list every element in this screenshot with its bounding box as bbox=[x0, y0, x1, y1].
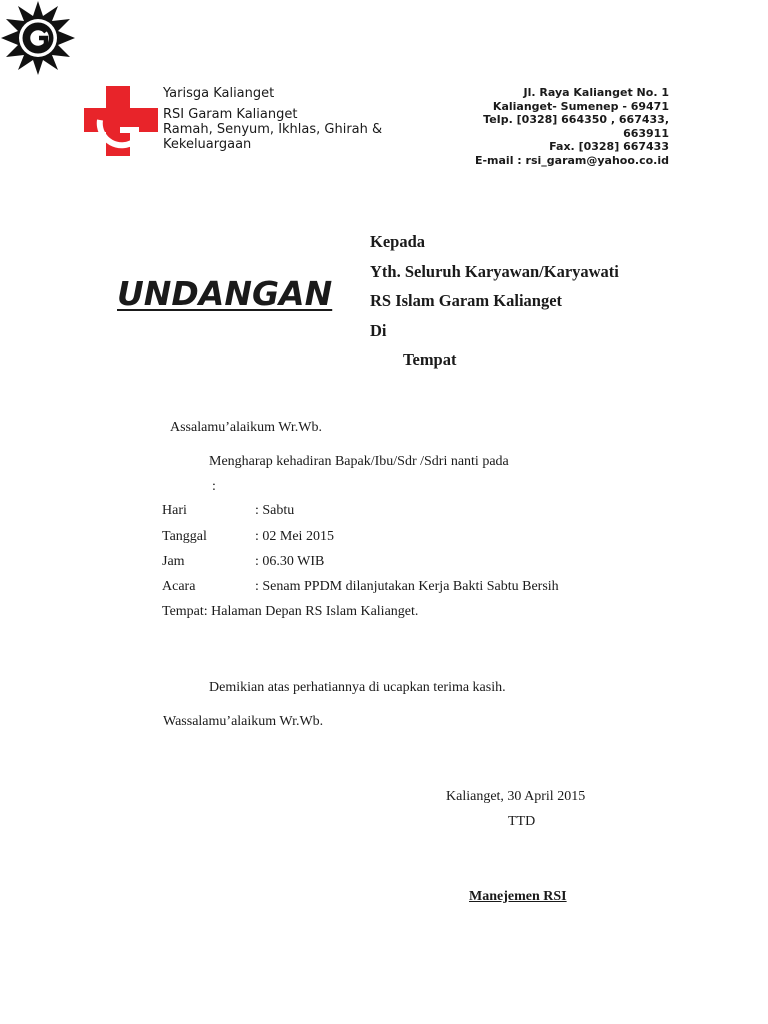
closing-text: Demikian atas perhatiannya di ucapkan terima kasih. bbox=[209, 680, 506, 695]
recipient-line: RS Islam Garam Kalianget bbox=[370, 291, 563, 310]
recipient-line: Yth. Seluruh Karyawan/Karyawati bbox=[370, 261, 619, 281]
signatory-name: Manejemen RSI bbox=[469, 889, 567, 904]
detail-value-date: : 02 Mei 2015 bbox=[255, 529, 334, 544]
recipient-line: Tempat bbox=[403, 350, 457, 369]
detail-label-time: Jam bbox=[162, 554, 185, 569]
greeting: Assalamu’alaikum Wr.Wb. bbox=[170, 420, 322, 435]
hospital-cross-logo-icon bbox=[84, 86, 158, 156]
detail-label-date: Tanggal bbox=[162, 529, 207, 544]
detail-value-time: : 06.30 WIB bbox=[255, 554, 325, 569]
place-and-date: Kalianget, 30 April 2015 bbox=[446, 789, 586, 804]
document-title: UNDANGAN bbox=[117, 274, 333, 313]
detail-value-event: : Senam PPDM dilanjutakan Kerja Bakti Sabtu Bersih bbox=[255, 579, 559, 594]
organization-block bbox=[163, 86, 382, 152]
org-motto-line: Kekeluargaan bbox=[163, 137, 252, 152]
intro-text: Mengharap kehadiran Bapak/Ibu/Sdr /Sdri nanti pada bbox=[209, 454, 509, 469]
email-line: E-mail : rsi_garam@yahoo.co.id bbox=[474, 153, 669, 167]
fax-line: Fax. [0328] 667433 bbox=[549, 140, 669, 153]
phone-line: 663911 bbox=[623, 126, 669, 140]
org-name-line: Yarisga Kalianget bbox=[163, 86, 275, 101]
address-line: Jl. Raya Kalianget No. 1 bbox=[523, 86, 669, 99]
intro-colon: : bbox=[212, 479, 216, 494]
address-line: Kalianget- Sumenep - 69471 bbox=[492, 99, 669, 113]
detail-label-event: Acara bbox=[162, 579, 196, 594]
farewell: Wassalamu’alaikum Wr.Wb. bbox=[163, 714, 324, 729]
muhammadiyah-seal-icon bbox=[0, 0, 76, 76]
address-block bbox=[440, 86, 669, 167]
signature-mark: TTD bbox=[508, 814, 536, 829]
detail-label-day: Hari bbox=[162, 503, 187, 518]
recipient-line: Kepada bbox=[370, 232, 426, 251]
phone-line: TeIp. [0328] 664350 , 667433, bbox=[483, 113, 669, 126]
event-place: Tempat: Halaman Depan RS Islam Kalianget. bbox=[162, 604, 419, 619]
recipient-line: Di bbox=[370, 320, 387, 340]
org-motto-line: Ramah, Senyum, Ikhlas, Ghirah & bbox=[163, 122, 383, 137]
detail-value-day: : Sabtu bbox=[255, 503, 295, 518]
org-name-line: RSI Garam Kalianget bbox=[163, 107, 298, 122]
recipient-block bbox=[370, 227, 619, 375]
